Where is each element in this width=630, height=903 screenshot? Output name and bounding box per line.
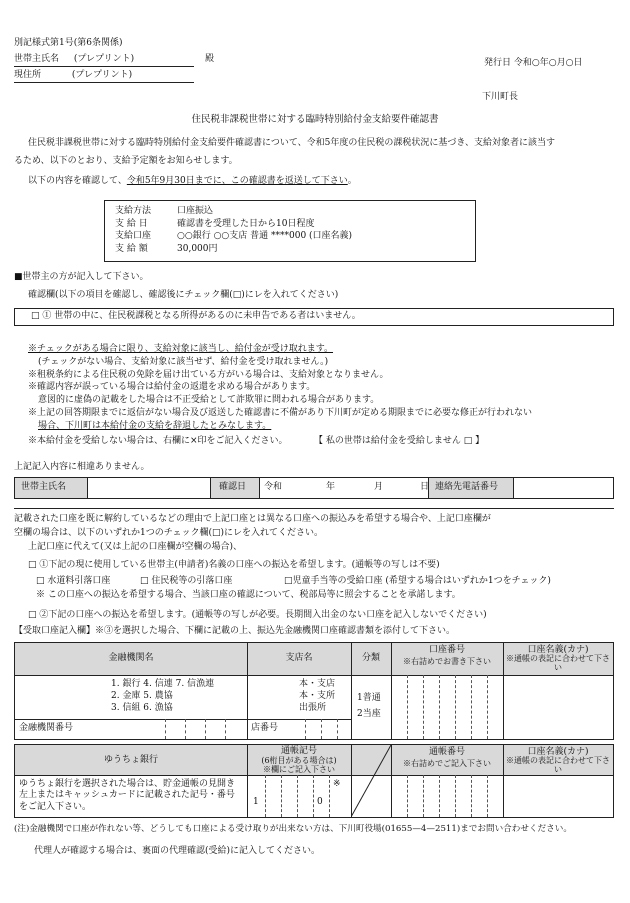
date-input[interactable]: [260, 478, 429, 498]
payment-value: 口座振込: [177, 206, 214, 216]
digit-sep: [407, 675, 408, 739]
digit-sep: [423, 675, 424, 739]
yucho-col-symbol-note2: ※欄にご記入下さい: [263, 765, 335, 774]
receive-heading: 【受取口座記入欄】※③を選択した場合、下欄に記載の上、振込先金融機関口座確認書類を添付して下さい。: [14, 626, 456, 636]
digit-sep: [455, 775, 456, 817]
yucho-symbol-mark: ※: [333, 779, 341, 789]
sep: [391, 643, 392, 739]
address-value: (プレプリント): [71, 70, 133, 80]
note-line: ※租税条約による住民税の免除を届け出ている方がいる場合は、支給対象となりません。: [28, 369, 389, 380]
decline-checkbox[interactable]: 【 私の世帯は給付金を受給しません □ 】: [314, 436, 485, 446]
digit-sep: [423, 775, 424, 817]
branch-code-label: 店番号: [251, 723, 279, 733]
digit-sep: [321, 719, 322, 739]
col-holder-note: ※通帳の表記に合わせて下さい: [506, 654, 610, 672]
document-title: 住民税非課税世帯に対する臨時特別給付金支給要件確認書: [191, 114, 439, 125]
digit-sep: [165, 719, 166, 739]
digit-sep: [487, 775, 488, 817]
note-line: 意図的に虚偽の記載をした場合は不正受給として詐欺罪に問われる場合があります。: [38, 395, 380, 406]
check-instruction: 確認欄(以下の項目を確認し、確認後にチェック欄(□)にレを入れてください): [28, 290, 339, 300]
issuer: 下川町長: [482, 92, 519, 102]
digit-sep: [305, 719, 306, 739]
month-label: 月: [374, 482, 384, 492]
payment-label: 支給口座: [115, 231, 152, 241]
account-type-1: 1普通: [357, 693, 381, 703]
name-input[interactable]: [88, 478, 211, 498]
code-row-line: [15, 719, 247, 720]
payment-label: 支 給 額: [115, 243, 148, 254]
yucho-col-number-note: ※右詰めでご記入下さい: [403, 759, 491, 768]
intro-deadline-prefix: 以下の内容を確認して、: [28, 176, 127, 186]
payment-row: [115, 231, 475, 244]
diagonal-slash: [351, 745, 391, 817]
payment-label: 支 給 日: [115, 218, 148, 229]
bank-table: [14, 642, 614, 740]
col-bank-name: 金融機関名: [108, 653, 154, 663]
digit-sep: [265, 775, 266, 817]
digit-sep: [471, 775, 472, 817]
phone-label-cell: [429, 478, 514, 498]
col-branch: 支店名: [285, 653, 313, 663]
account-line-1: 記載された口座を既に解約しているなどの理由で上記口座とは異なる口座への振込みを希望する場合や、上記口座欄が: [14, 514, 491, 524]
year-label: 年: [326, 482, 336, 492]
option-1-note: ※ この口座への振込を希望する場合、当該口座の確認について、税部局等に照会することを承諾します。: [36, 590, 461, 600]
date-label: 確認日: [219, 482, 247, 492]
check-item-text: □ ① 世帯の中に、住民税課税となる所得があるのに未申告である者はいません。: [31, 311, 361, 321]
note-line: ※チェックがある場合に限り、支給対象に該当し、給付金が受け取れます。: [28, 344, 334, 354]
col-account-number-note: ※右詰めでお書き下さい: [403, 657, 491, 666]
date-label-cell: [211, 478, 260, 498]
yucho-col-holder: 口座名義(カナ): [527, 747, 589, 757]
bank-type-3: 3. 信組 6. 漁協: [111, 703, 173, 713]
payment-row: [115, 206, 475, 219]
account-line-3: 上記口座に代えて(又は上記の口座欄が空欄の場合)、: [28, 542, 243, 552]
note-line: ※確認内容が誤っている場合は給付金の返還を求める場合があります。: [28, 382, 316, 393]
sep: [247, 745, 248, 817]
note-line: ※上記の回答期限までに返信がない場合及び返送した確認書に不備があり下川町が定める期限までに必要な修正が行われない: [28, 407, 533, 418]
payment-value: 確認書を受理した日から10日程度: [177, 218, 315, 229]
col-holder: 口座名義(カナ): [527, 645, 589, 655]
note-line: 場合、下川町は本給付金の支給を辞退したとみなします。: [38, 420, 272, 431]
yucho-col-holder-note: ※通帳の表記に合わせて下さい: [506, 756, 610, 774]
bank-type-2: 2. 金庫 5. 農協: [111, 691, 173, 701]
yucho-symbol-last: 0: [317, 797, 323, 807]
yucho-table: [14, 744, 614, 818]
digit-sep: [185, 719, 186, 739]
payment-row: [115, 219, 475, 232]
digit-sep: [439, 675, 440, 739]
digit-sep: [407, 775, 408, 817]
householder-section-heading: ■世帯主の方が記入して下さい。: [14, 272, 149, 282]
bank-code-label: 金融機関番号: [19, 723, 74, 733]
yucho-col-name: ゆうちょ銀行: [103, 755, 158, 765]
option-1[interactable]: □ ①下記の現に使用している世帯主(申請者)名義の口座への振込を希望します。(通帳等の写しは不要): [28, 560, 440, 570]
digit-sep: [281, 775, 282, 817]
decline-text: ※本給付金を受給しない場合は、右欄に×印をご記入ください。: [28, 436, 288, 446]
notes-block: [28, 344, 532, 434]
householder-line: [14, 54, 194, 67]
option-2[interactable]: □ ②下記の口座への振込を希望します。(通帳等の写しが必要。長期間入出金のない口座を記入しないでください): [28, 610, 487, 620]
payment-value: ○○銀行 ○○支店 普通 ****000 (口座名義): [177, 231, 353, 241]
branch-type-1: 本・支店: [299, 679, 336, 689]
payment-label: 支給方法: [115, 206, 152, 216]
intro-line-3: [28, 176, 357, 188]
option-1-water[interactable]: □ 水道料引落口座: [36, 576, 111, 586]
option-1-tax[interactable]: □ 住民税等の引落口座: [140, 576, 233, 586]
digit-sep: [225, 719, 226, 739]
form-number: 別記様式第1号(第6条関係): [14, 38, 123, 48]
sep: [503, 745, 504, 817]
footer-note-2: 代理人が確認する場合は、裏面の代理確認(受給)に記入してください。: [34, 846, 321, 856]
honorific: 殿: [205, 54, 215, 64]
digit-sep: [455, 675, 456, 739]
yucho-col-symbol-note1: (6桁目がある場合は): [261, 756, 337, 765]
phone-label: 連絡先電話番号: [435, 482, 499, 492]
intro-deadline: 令和5年9月30日までに、この確認書を返送して下さい: [126, 176, 348, 186]
digit-sep: [487, 675, 488, 739]
note-line: (チェックがない場合、支給対象に該当せず、給付金を受け取れません。): [38, 356, 329, 367]
check-item-box[interactable]: [14, 308, 614, 326]
intro-line-2: るため、以下のとおり、支給予定額をお知らせします。: [14, 156, 238, 166]
sep: [247, 643, 248, 739]
confirm-statement: 上記記入内容に相違ありません。: [14, 462, 150, 472]
footer-note-1: (注)金融機関で口座が作れない等、どうしても口座による受け取りが出来ない方は、下川町役場(01655—4—2511)までお問い合わせください。: [14, 824, 572, 834]
yucho-col-symbol: 通帳記号: [280, 746, 317, 756]
era-label: 令和: [264, 482, 283, 492]
sep: [351, 643, 352, 739]
householder-label: 世帯主氏名: [14, 54, 60, 64]
digit-sep: [329, 775, 330, 817]
option-1-child[interactable]: □児童手当等の受給口座 (希望する場合はいずれか1つをチェック): [284, 576, 551, 586]
digit-sep: [313, 775, 314, 817]
col-account-number: 口座番号: [428, 645, 465, 655]
branch-type-2: 本・支所: [299, 691, 336, 701]
col-type: 分類: [361, 653, 380, 663]
sep: [391, 745, 392, 817]
householder-value: (プレプリント): [73, 54, 135, 64]
address-label: 現住所: [14, 70, 42, 80]
sep: [503, 643, 504, 739]
payment-value: 30,000円: [177, 243, 218, 254]
account-type-2: 2当座: [357, 709, 381, 719]
divider: [14, 508, 614, 509]
digit-sep: [471, 675, 472, 739]
digit-sep: [297, 775, 298, 817]
code-row-line: [247, 719, 351, 720]
phone-input[interactable]: [514, 478, 612, 498]
intro-deadline-suffix: 。: [347, 176, 357, 186]
payment-row: [115, 244, 475, 257]
address-line: [14, 70, 194, 83]
payment-info-box: [104, 200, 476, 262]
bank-type-1: 1. 銀行 4. 信連 7. 信漁連: [111, 679, 215, 689]
day-label: 日: [420, 482, 430, 492]
issue-date: 発行日 令和○年○月○日: [484, 58, 583, 68]
yucho-col-number: 通帳番号: [428, 747, 465, 757]
branch-type-3: 出張所: [299, 703, 327, 713]
confirm-row: [14, 477, 614, 499]
intro-line-1: 住民税非課税世帯に対する臨時特別給付金支給要件確認書について、令和5年度の住民税の課税状況に基づき、支給対象者に該当す: [28, 138, 556, 148]
digit-sep: [337, 719, 338, 739]
name-label-cell: [15, 478, 88, 498]
yucho-symbol-first: 1: [253, 797, 259, 807]
digit-sep: [439, 775, 440, 817]
account-line-2: 空欄の場合は、以下のいずれか1つのチェック欄(□)にレを入れてください。: [14, 528, 323, 538]
name-label: 世帯主氏名: [21, 482, 67, 492]
digit-sep: [205, 719, 206, 739]
yucho-instruction: ゆうちょ銀行を選択された場合は、貯金通帳の見開き左上またはキャッシュカードに記載された記号・番号をご記入下さい。: [19, 779, 236, 812]
